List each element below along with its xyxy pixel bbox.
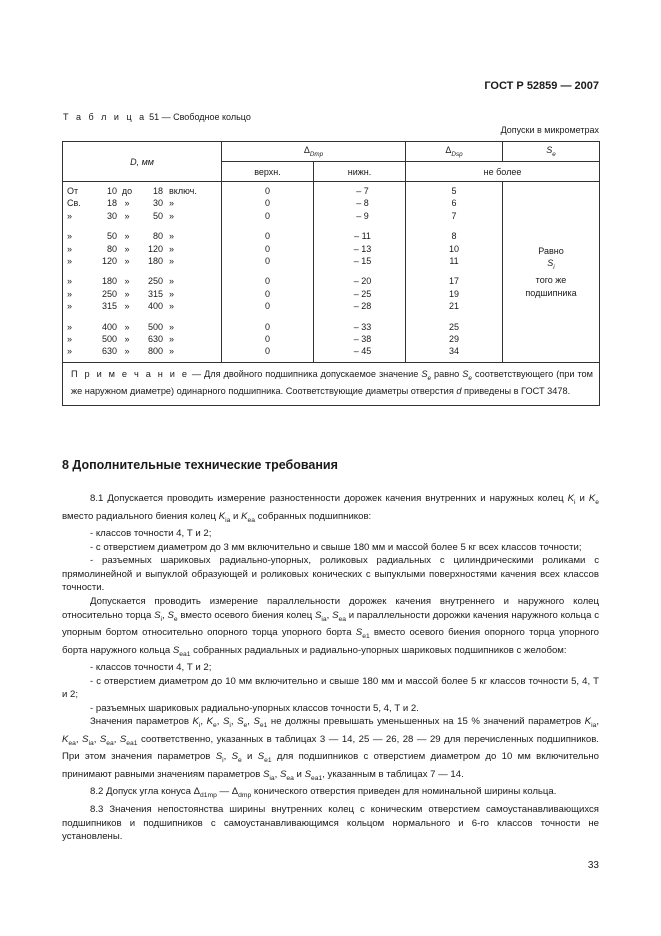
d-range-part: » [124, 198, 130, 209]
col-head-d [63, 142, 222, 182]
dvdp-value: 8 [451, 231, 457, 242]
d-range [63, 243, 221, 255]
note-d: d [456, 386, 462, 397]
lower-value: – 25 [353, 288, 372, 299]
d-range-part: » [124, 255, 130, 266]
dvdp-sub: Dsp [451, 150, 463, 158]
se-symbol: S [546, 145, 553, 156]
lower-value: – 7 [356, 186, 369, 196]
lower-value: – 8 [356, 198, 369, 209]
col-head-lower: нижн. [314, 162, 406, 182]
note-e2: e [468, 374, 472, 382]
col-head-ddmp [222, 142, 406, 162]
lower-value: – 20 [353, 276, 372, 287]
dvdp-value: 19 [448, 288, 459, 299]
delta-symbol-2: Δ [445, 145, 452, 156]
delta-symbol: Δ [303, 145, 310, 156]
upper-value: 0 [264, 255, 270, 266]
se-sub: e [552, 150, 556, 158]
upper-value: 0 [264, 288, 270, 299]
d-range-part: » [67, 231, 73, 242]
d-range [63, 300, 221, 312]
d-range-part: » [169, 231, 175, 242]
table-caption [63, 112, 251, 122]
col-head-se [503, 142, 600, 162]
d-range-part: 180 [101, 276, 117, 287]
upper-value: 0 [264, 321, 270, 332]
se-line-4: подшипника [525, 287, 577, 298]
d-range-part: » [67, 321, 73, 332]
d-range-part: » [124, 321, 130, 332]
d-range-part: 80 [106, 243, 117, 254]
d-range [63, 210, 221, 222]
note-t1: — Для двойного подшипника допускаемое значение [188, 368, 422, 379]
dvdp-value: 5 [451, 186, 457, 196]
lower-value: – 45 [353, 346, 372, 357]
d-range-part: » [67, 255, 73, 266]
d-range-part: От [67, 186, 79, 196]
d-range-part: » [124, 276, 130, 287]
upper-value: 0 [264, 198, 270, 209]
d-range-part: 315 [147, 288, 163, 299]
d-range-part: 18 [152, 186, 163, 196]
d-range [63, 288, 221, 300]
d-range-part: » [67, 276, 73, 287]
ddmp-sub: Dmp [309, 150, 324, 158]
col-head-dvdp [406, 142, 503, 162]
d-range-part: 18 [106, 198, 117, 209]
lower-value: – 28 [353, 301, 372, 312]
col-head-d-text: D, мм [130, 156, 154, 167]
standard-header: ГОСТ Р 52859 — 2007 [484, 80, 599, 92]
se-cell [503, 182, 600, 363]
d-range-part: 800 [147, 346, 163, 357]
se-line-3: того же [535, 275, 567, 286]
note-label: П р и м е ч а н и е [71, 368, 189, 379]
d-range-part: » [67, 333, 73, 344]
col-head-upper: верхн. [222, 162, 314, 182]
upper-column [222, 182, 314, 363]
d-range-part: » [124, 288, 130, 299]
note-t4: приведены в ГОСТ 3478. [461, 386, 571, 397]
para-item-1: - классов точности 4, Т и 2; [90, 528, 212, 539]
d-range [63, 345, 221, 357]
d-range-part: включ. [169, 186, 197, 196]
d-range-part: 50 [106, 231, 117, 242]
table-caption-label: Т а б л и ц а [63, 112, 147, 122]
d-range-part: 250 [101, 288, 117, 299]
lower-value: – 11 [354, 231, 371, 242]
para-item-3: - разъемных шариковых радиально-упорных, роликовых радиальных с цилиндрическими роликами с прямолинейной и выпуклой образующей и роликовых конических с выпуклыми поверхностями качения всех классов точности. [62, 555, 599, 594]
d-range-part: » [67, 210, 73, 221]
d-range-part: Св. [67, 198, 81, 209]
d-range-part: » [67, 346, 73, 357]
note-e: e [427, 374, 432, 382]
dvdp-value: 25 [448, 321, 459, 332]
upper-value: 0 [264, 210, 270, 221]
d-range-part: » [67, 243, 73, 254]
d-range-part: » [169, 276, 175, 287]
lower-value: – 38 [353, 333, 372, 344]
d-range-part: » [124, 210, 130, 221]
para-item-2: - с отверстием диаметром до 3 мм включительно и свыше 180 мм и массой более 5 кг всех классов точности; [90, 541, 582, 553]
d-range-part: до [121, 186, 133, 196]
d-range [63, 230, 221, 242]
para-8-2: 8.2 Допуск угла конуса $\Delta_{d1mp}$ — $\Delta_{dmp}$ конического отверстия приведен для номинальной ширины кольца. [90, 786, 557, 800]
si-sub: i [553, 263, 555, 271]
d-range-part: » [124, 301, 130, 312]
d-range-part: » [169, 301, 175, 312]
lower-value: – 33 [353, 321, 372, 332]
tolerance-table [62, 141, 600, 406]
lower-column [314, 182, 406, 363]
table-caption-title: 51 — Свободное кольцо [146, 112, 251, 122]
lower-value: – 15 [353, 255, 372, 266]
d-range-part: » [169, 321, 175, 332]
note-t3: соответствующего (при том же наружном диаметре) одинарного подшипника. Соответствующие диаметры отверстия [71, 368, 593, 397]
para-2: Допускается проводить измерение параллельности дорожек качения внутреннего и наружного колец относительно торца $S_i$, $S_e$ вместо осевого биения колец $S_{ia}$, $S_{ea}$ и параллельности дорожки качения наружного кольца с упорным бортом относительно опорного торца упорного борта $S_{e1}$ вместо осевого биения опорного торца упорного борта наружного кольца $S_{ea1}$ собранных радиальных и радиально-упорных шариковых подшипников с желобом: [62, 595, 600, 658]
d-range-part: 500 [101, 333, 117, 344]
upper-value: 0 [264, 231, 270, 242]
d-range [63, 197, 221, 209]
d-range-part: 30 [106, 210, 117, 221]
upper-value: 0 [264, 346, 270, 357]
d-range-part: » [169, 255, 175, 266]
d-range-part: » [124, 243, 130, 254]
table-note [63, 362, 600, 405]
d-range-part: » [124, 333, 130, 344]
para-item-5: - с отверстием диаметром до 10 мм включительно и свыше 180 мм и массой более 5 кг классов точности 5, 4, Т и 2; [62, 675, 599, 701]
d-range-part: 180 [147, 255, 163, 266]
d-range-part: » [67, 288, 73, 299]
para-8-1: 8.1 Допускается проводить измерение разностенности дорожек качения внутренних и наружных колец $K_i$ и $K_e$ вместо радиального биения колец $K_{ia}$ и $K_{ea}$ собранных подшипников: [62, 493, 599, 524]
d-range-part: 120 [101, 255, 117, 266]
dvdp-value: 21 [448, 301, 459, 312]
para-item-4: - классов точности 4, Т и 2; [90, 662, 212, 674]
se-line-2 [503, 257, 599, 274]
d-range-part: » [169, 288, 175, 299]
note-s2: S [462, 368, 469, 379]
d-range-part: 315 [101, 301, 117, 312]
table-units: Допуски в микрометрах [500, 125, 599, 135]
d-range-part: 30 [152, 198, 163, 209]
d-range-part: » [169, 198, 175, 209]
d-range-part: 80 [152, 231, 163, 242]
d-range [63, 275, 221, 287]
dvdp-value: 7 [451, 210, 457, 221]
si-symbol: S [547, 258, 554, 269]
d-range-part: » [169, 243, 175, 254]
d-range-part: 400 [101, 321, 117, 332]
upper-value: 0 [264, 186, 270, 196]
d-range-part: 400 [147, 301, 163, 312]
d-range [63, 185, 221, 197]
upper-value: 0 [264, 333, 270, 344]
d-range-part: » [124, 346, 130, 357]
upper-value: 0 [264, 276, 270, 287]
d-range [63, 333, 221, 345]
para-item-6: - разъемных шариковых радиально-упорных классов точности 5, 4, Т и 2. [90, 702, 419, 714]
d-range-part: 10 [106, 186, 117, 196]
note-t2: равно [431, 368, 463, 379]
d-range-part: 630 [147, 333, 163, 344]
d-range-part: 500 [147, 321, 163, 332]
d-range-part: » [169, 210, 175, 221]
col-head-max: не более [406, 162, 600, 182]
d-range-part: 630 [101, 346, 117, 357]
lower-value: – 13 [353, 243, 372, 254]
d-range-part: » [124, 231, 130, 242]
dvdp-value: 34 [448, 346, 459, 357]
dvdp-column [406, 182, 503, 363]
dvdp-value: 17 [448, 276, 459, 287]
upper-value: 0 [264, 243, 270, 254]
d-range-part: 50 [152, 210, 163, 221]
dvdp-value: 6 [451, 198, 457, 209]
d-range-part: 120 [147, 243, 163, 254]
d-range-part: » [67, 301, 73, 312]
d-range-part: » [169, 333, 175, 344]
dvdp-value: 10 [448, 243, 459, 254]
para-3: Значения параметров $K_i$, $K_e$, $S_i$, $S_e$, $S_{e1}$ не должны превышать уменьшенных на 15 % значений параметров $K_{ia}$, $K_{ea}$, $S_{ia}$, $S_{ea}$, $S_{ea1}$ соответственно, указанных в таблицах 3 — 14, 25 — 26, 28 — 29 для перечисленных подшипников. При этом значения параметров $S_i$, $S_e$ и $S_{e1}$ для подшипников с отверстием диаметром до 10 мм включительно принимают равными значениям параметров $S_{ia}$, $S_{ea}$ и $S_{ea1}$, указанным в таблицах 7 — 14. [62, 716, 599, 782]
se-line-1: Равно [538, 245, 564, 256]
section-title: 8 Дополнительные технические требования [62, 458, 338, 472]
page-number: 33 [587, 860, 599, 871]
dvdp-value: 29 [448, 333, 459, 344]
para-8-3: 8.3 Значения непостоянства ширины внутренних колец с коническим отверстием самоустанавливающихся подшипников и подшипников с самоустанавливающимся кольцом нормального и 6-го классов точности не установлены. [62, 803, 599, 843]
d-range [63, 255, 221, 267]
section-body [62, 492, 599, 844]
dvdp-value: 11 [449, 255, 459, 266]
upper-value: 0 [264, 301, 270, 312]
lower-value: – 9 [356, 210, 369, 221]
d-range-part: » [169, 346, 175, 357]
d-range-column [63, 182, 222, 363]
note-s: S [421, 368, 428, 379]
d-range-part: 250 [147, 276, 163, 287]
d-range [63, 321, 221, 333]
